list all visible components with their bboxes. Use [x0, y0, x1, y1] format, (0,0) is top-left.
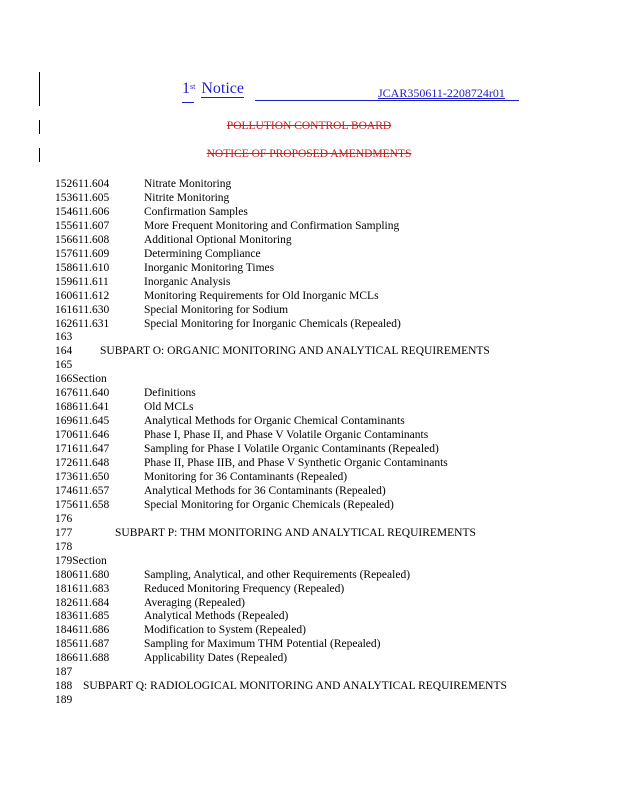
line-row — [55, 233, 292, 247]
line-number: 171611.647 — [55, 443, 110, 455]
line-number: 173611.650 — [55, 471, 110, 483]
agency-name: POLLUTION CONTROL BOARD — [226, 120, 392, 132]
line-row — [55, 512, 72, 526]
line-row — [55, 456, 448, 470]
section-title: Analytical Methods for 36 Contaminants (Repealed) — [144, 485, 386, 497]
line-number: 158611.610 — [55, 262, 110, 274]
header-number: 1 — [182, 80, 190, 97]
line-row — [55, 191, 230, 205]
line-row — [55, 498, 394, 512]
section-title: Special Monitoring for Inorganic Chemicals (Repealed) — [144, 318, 401, 330]
line-row — [55, 414, 405, 428]
line-number: 159611.611 — [55, 276, 109, 288]
line-row — [55, 637, 381, 651]
section-title: Analytical Methods (Repealed) — [144, 610, 289, 622]
section-title: Sampling for Phase I Volatile Organic Contaminants (Repealed) — [144, 443, 439, 455]
section-title: Sampling, Analytical, and other Requirements (Repealed) — [144, 569, 411, 581]
line-number: 170611.646 — [55, 429, 110, 441]
line-row — [55, 442, 439, 456]
section-title: Old MCLs — [144, 401, 194, 413]
line-number: 152611.604 — [55, 178, 110, 190]
notice-title: NOTICE OF PROPOSED AMENDMENTS — [206, 148, 412, 160]
line-row — [55, 205, 248, 219]
line-row — [55, 568, 411, 582]
line-row — [55, 693, 72, 707]
line-number: 160611.612 — [55, 290, 110, 302]
line-row — [55, 428, 429, 442]
section-title: More Frequent Monitoring and Confirmation Sampling — [144, 220, 400, 232]
line-number: 183611.685 — [55, 610, 110, 622]
line-number: 162611.631 — [55, 318, 110, 330]
line-row — [55, 247, 261, 261]
line-row — [55, 484, 386, 498]
line-number: 155611.607 — [55, 220, 110, 232]
line-number: 169611.645 — [55, 415, 110, 427]
line-row — [55, 665, 72, 679]
line-number: 156611.608 — [55, 234, 110, 246]
section-title: Inorganic Monitoring Times — [144, 262, 275, 274]
line-number: 154611.606 — [55, 206, 110, 218]
line-row — [55, 386, 196, 400]
line-number: 172611.648 — [55, 457, 110, 469]
section-title: Applicability Dates (Repealed) — [144, 652, 288, 664]
section-title: Nitrite Monitoring — [144, 192, 230, 204]
line-number: 161611.630 — [55, 304, 110, 316]
section-title: Reduced Monitoring Frequency (Repealed) — [144, 583, 345, 595]
line-row — [55, 219, 400, 233]
line-number: 176 — [55, 513, 73, 525]
line-row — [55, 177, 232, 191]
line-number: 153611.605 — [55, 192, 110, 204]
line-number: 189 — [55, 694, 73, 706]
line-row — [55, 358, 72, 372]
line-number: 180611.680 — [55, 569, 110, 581]
line-row — [55, 609, 289, 623]
line-number: 186611.688 — [55, 652, 110, 664]
section-title: Monitoring for 36 Contaminants (Repealed) — [144, 471, 348, 483]
line-number: 188 — [55, 680, 73, 692]
subpart-heading: SUBPART O: ORGANIC MONITORING AND ANALYTICAL REQUIREMENTS — [100, 345, 490, 357]
line-row — [55, 344, 72, 358]
line-number: 157611.609 — [55, 248, 110, 260]
header-dash — [182, 102, 194, 103]
line-number: 168611.641 — [55, 401, 110, 413]
line-number: 177 — [55, 527, 73, 539]
line-row — [55, 317, 401, 331]
line-row — [55, 303, 289, 317]
line-number: 178 — [55, 541, 73, 553]
line-number: 187 — [55, 666, 73, 678]
line-row — [55, 623, 306, 637]
section-title: Additional Optional Monitoring — [144, 234, 292, 246]
line-row — [55, 651, 288, 665]
section-title: Special Monitoring for Organic Chemicals (Repealed) — [144, 499, 394, 511]
line-number: 181611.683 — [55, 583, 110, 595]
section-title: Sampling for Maximum THM Potential (Repealed) — [144, 638, 381, 650]
line-number: 167611.640 — [55, 387, 110, 399]
line-row — [55, 679, 72, 693]
section-title: Phase I, Phase II, and Phase V Volatile Organic Contaminants — [144, 429, 429, 441]
line-row — [55, 596, 246, 610]
line-row — [55, 289, 379, 303]
line-row — [55, 582, 345, 596]
section-title: Monitoring Requirements for Old Inorganic MCLs — [144, 290, 379, 302]
section-title: Confirmation Samples — [144, 206, 248, 218]
section-title: Analytical Methods for Organic Chemical Contaminants — [144, 415, 405, 427]
line-number: 175611.658 — [55, 499, 110, 511]
section-title: Nitrate Monitoring — [144, 178, 232, 190]
line-number: 164 — [55, 345, 73, 357]
change-bar-1 — [39, 72, 40, 106]
line-row — [55, 330, 72, 344]
section-title: Determining Compliance — [144, 248, 261, 260]
section-title: Modification to System (Repealed) — [144, 624, 306, 636]
line-row — [55, 470, 348, 484]
line-row — [55, 540, 72, 554]
header-sup: st — [190, 82, 196, 91]
section-title: Definitions — [144, 387, 196, 399]
line-number: 185611.687 — [55, 638, 110, 650]
line-row — [55, 372, 107, 386]
line-number: 182611.684 — [55, 597, 110, 609]
line-number: 163 — [55, 331, 73, 343]
header-title: Notice — [201, 80, 244, 97]
section-title: Phase II, Phase IIB, and Phase V Synthetic Organic Contaminants — [144, 457, 448, 469]
header-notice — [182, 80, 244, 98]
line-row — [55, 275, 231, 289]
line-row — [55, 554, 107, 568]
section-title: Special Monitoring for Sodium — [144, 304, 289, 316]
line-number: 184611.686 — [55, 624, 110, 636]
section-title: Inorganic Analysis — [144, 276, 231, 288]
line-number: 165 — [55, 359, 73, 371]
header-code: JCAR350611-2208724r01 — [378, 86, 505, 100]
subpart-heading: SUBPART P: THM MONITORING AND ANALYTICAL REQUIREMENTS — [115, 527, 476, 539]
subpart-heading: SUBPART Q: RADIOLOGICAL MONITORING AND ANALYTICAL REQUIREMENTS — [83, 680, 507, 692]
section-title: Averaging (Repealed) — [144, 597, 246, 609]
line-number: 174611.657 — [55, 485, 110, 497]
line-number: 166Section — [55, 373, 107, 385]
line-row — [55, 261, 275, 275]
line-number: 179Section — [55, 555, 107, 567]
line-row — [55, 526, 72, 540]
line-row — [55, 400, 194, 414]
